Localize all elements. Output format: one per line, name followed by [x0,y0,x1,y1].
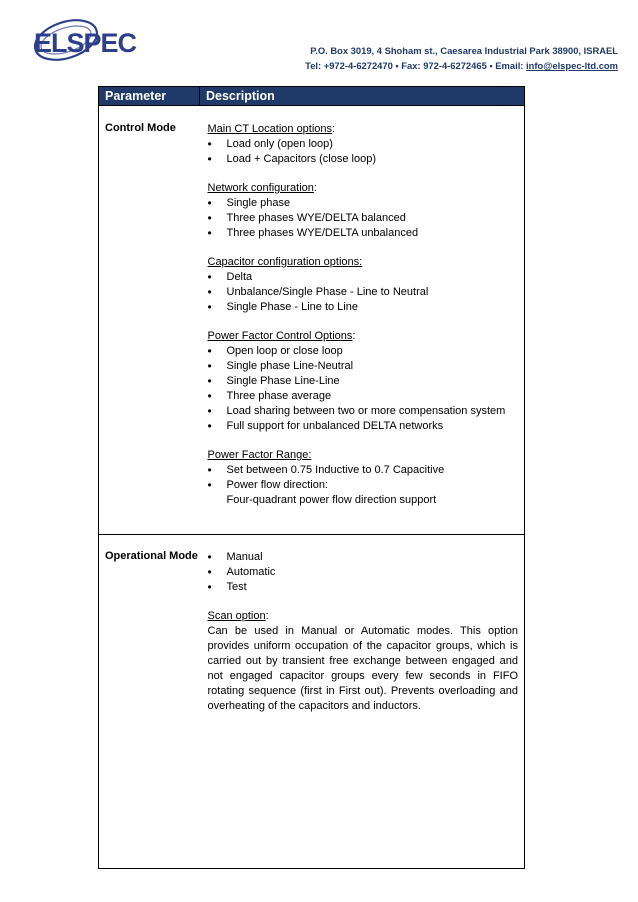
list-item: • Delta [208,270,519,285]
bullet-list [208,270,519,315]
table-header-row [99,87,525,106]
bullet-list [208,137,519,167]
section-title: Power Factor Range: [207,449,312,461]
spec-table [98,86,525,869]
section-scan-option [208,609,519,714]
list-item: • Single phase [208,196,519,211]
list-item: • Single Phase - Line to Line [208,300,519,315]
table-row-control-mode [99,106,525,535]
section-title: Scan option: [207,610,269,622]
section-title: Main CT Location options: [207,123,336,135]
list-item: • Full support for unbalanced DELTA networks [208,419,519,434]
email-link[interactable]: info@elspec-ltd.com [526,60,618,71]
contact-phone-fax: Tel: +972-4-6272470 • Fax: 972-4-6272465 • Email: [305,60,527,71]
bullet-list [208,196,519,241]
list-item: • Load + Capacitors (close loop) [208,152,519,167]
list-item: • Unbalance/Single Phase - Line to Neutral [208,285,519,300]
section-network-config [208,181,519,241]
list-item: • Open loop or close loop [208,344,519,359]
bullet-list [208,344,519,434]
scan-option-text: Can be used in Manual or Automatic modes. This option provides uniform occupation of the capacitor groups, which is carried out by transient free exchange between engaged and not engaged capacitor groups every few seconds in FIFO rotating sequence (first in First out). Prevents overloading and overheating of the capacitors and inductors. [207,625,518,712]
section-title: Network configuration: [207,182,317,194]
section-ct-location [208,122,519,167]
desc-operational-mode [200,535,525,869]
header-parameter: Parameter [99,87,200,106]
address-line: P.O. Box 3019, 4 Shoham st., Caesarea Industrial Park 38900, ISRAEL [310,45,618,56]
list-item: • Power flow direction: [208,478,519,493]
table-row-operational-mode [99,535,525,869]
section-pf-range [208,448,519,508]
bullet-list [208,550,519,595]
logo-wordmark: ELSPEC [34,28,137,58]
param-operational-mode: Operational Mode [99,535,200,869]
list-item: • Three phase average [208,389,519,404]
list-item: • Manual [208,550,519,565]
list-item: • Single phase Line-Neutral [208,359,519,374]
section-capacitor-config [208,255,519,315]
company-address [305,43,618,73]
bullet-list [208,463,519,493]
list-item: • Three phases WYE/DELTA balanced [208,211,519,226]
section-modes [208,550,519,595]
param-control-mode: Control Mode [99,106,200,535]
desc-control-mode [200,106,525,535]
list-item: • Single Phase Line-Line [208,374,519,389]
list-item: • Three phases WYE/DELTA unbalanced [208,226,519,241]
header-description: Description [200,87,525,106]
section-title: Power Factor Control Options: [207,330,356,342]
list-item: • Load only (open loop) [208,137,519,152]
elspec-logo-graphic [30,14,142,72]
list-item: • Set between 0.75 Inductive to 0.7 Capacitive [208,463,519,478]
section-title: Capacitor configuration options: [207,256,363,268]
section-pf-control [208,329,519,434]
contact-line [305,58,618,73]
list-item: • Load sharing between two or more compensation system [208,404,519,419]
elspec-logo [30,14,142,72]
list-item-continuation: Four-quadrant power flow direction support [226,494,437,506]
list-item: • Automatic [208,565,519,580]
list-item: • Test [208,580,519,595]
